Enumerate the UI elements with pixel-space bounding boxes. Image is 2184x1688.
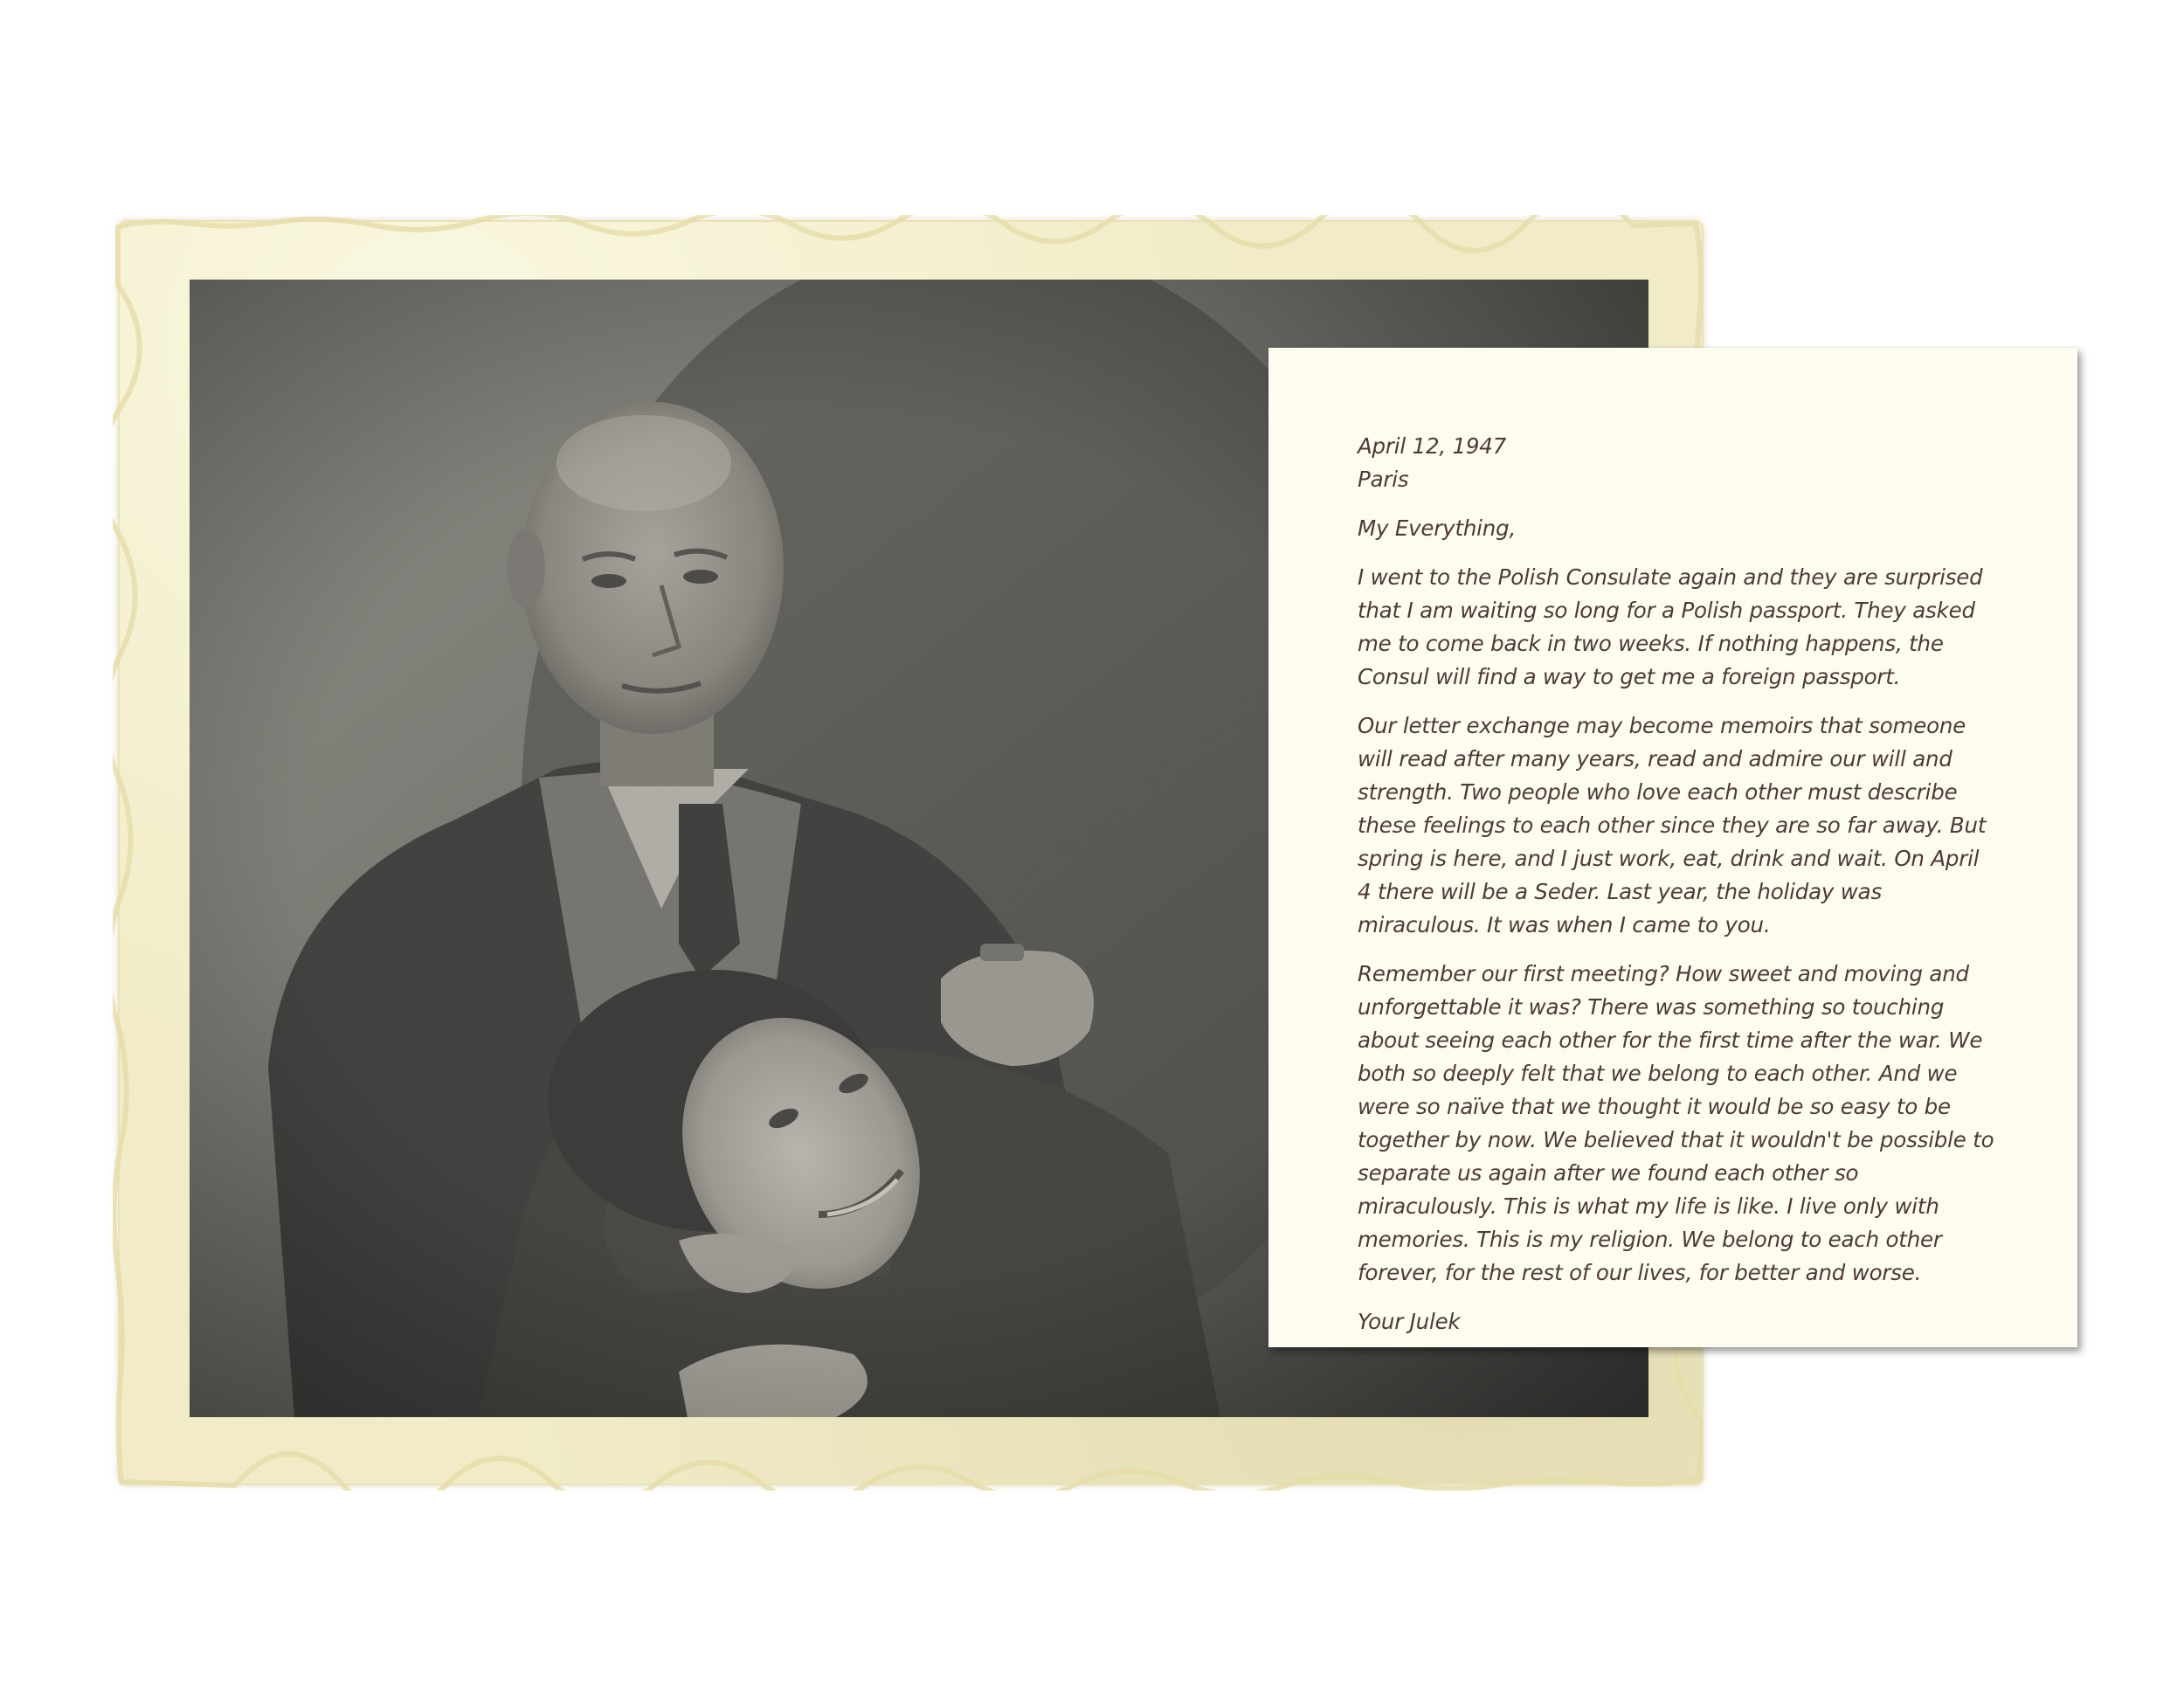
letter-place: Paris [1358, 467, 1409, 492]
letter-paragraph: Our letter exchange may become memoirs that someone will read after many years, read and admire our will and strength. Two people who love each other must describe these feelings to each other since they are so far away. But spring is here, and I just work, eat, drink and wait. On April 4 there will be a Seder. Last year, the holiday was miraculous. It was when I came to you. [1358, 713, 1987, 937]
letter-signature: Your Julek [1358, 1309, 1461, 1334]
letter-paragraph: I went to the Polish Consulate again and they are surprised that I am waiting so long for a Polish passport. They asked me to come back in two weeks. If nothing happens, the Consul will find a way to get me a foreign passport. [1358, 564, 1983, 689]
letter-date: April 12, 1947 [1358, 433, 1507, 459]
letter-text [1358, 430, 1995, 1354]
letter-salutation: My Everything, [1358, 515, 1517, 541]
letter-card [1268, 348, 2077, 1347]
letter-paragraph: Remember our first meeting? How sweet and moving and unforgettable it was? There was something so touching about seeing each other for the first time after the war. We both so deeply felt that we belong to each other. And we were so naïve that we thought it would be so easy to be together by now. We believed that it wouldn't be possible to separate us again after we found each other so miraculously. This is what my life is like. I live only with memories. This is my religion. We belong to each other forever, for the rest of our lives, for better and worse. [1358, 961, 1994, 1285]
